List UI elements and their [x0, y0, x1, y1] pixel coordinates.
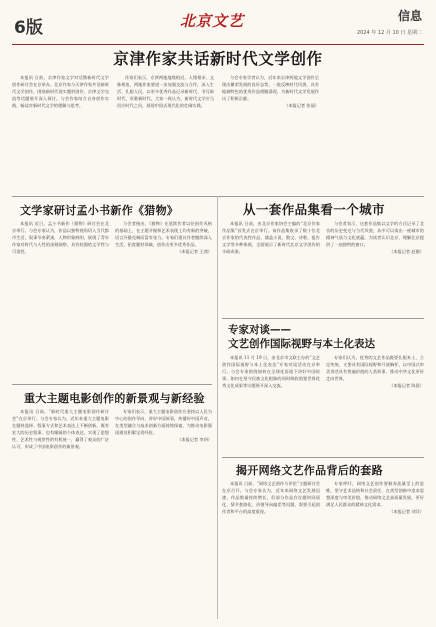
dateline: 2024 年 12 月 10 日 星期二 — [357, 30, 422, 36]
article-byline: （本报记者 刘洋） — [389, 509, 424, 514]
article-paragraph: 专家们表示，重大主题电影创作应坚持以人民为中心的创作导向，讲好中国故事，传播好中国声音，在类型融合与技术创新方面持续探索，为推动电影强国建设积累宝贵经验。 — [115, 409, 212, 435]
divider — [12, 196, 424, 197]
article-paragraph: 与会者指出，《猎物》在延续作者以往创作风格的基础上，在主题开掘和艺术表现上均有新的突破，语言冷静克制而富有张力。专家们建议作者继续深入生活，拓宽题材领域，创作出更多优秀作品。 — [115, 221, 212, 247]
article-paragraph: 专家呼吁，网络文艺创作要摒弃流量至上的思维，坚守艺术品格和社会责任，在类型创新中追求思想深度与审美价值，推动网络文艺高质量发展，更好满足人民群众的精神文化需求。 — [326, 481, 424, 507]
article-4-body — [222, 220, 424, 316]
article-byline: （本报记者 王茜） — [177, 249, 212, 254]
article-paragraph: 本报讯 日前，由北京作家协会主编的“北京作家作品集”首发式在京举行。该作品集收录了数十位北京作家的代表性作品，涵盖小说、散文、诗歌、报告文学等多种体裁，全面展示了新时代北京文学创作的丰硕成果。 — [222, 221, 320, 254]
lead-byline: （本报记者 张丽） — [284, 103, 319, 108]
main-headline: 京津作家共话新时代文学创作 — [113, 50, 323, 68]
divider — [222, 457, 424, 458]
article-paragraph: 专家们认为，优秀的文艺作品既要扎根本土、立足传统，又要具有国际视野和开放胸怀，以中国式审美讲述具有普遍价值的人类故事，推动中华文化更好走向世界。 — [326, 355, 424, 381]
article-paragraph: 本报讯 日前，“网络文艺创作与评论”主题研讨会在京召开。与会专家认为，近年来网络文艺发展迅速，作品数量持续增长，但部分作品存在题材同质化、情节套路化、价值导向偏差等问题，需要引起创作者和平台的高度重视。 — [222, 481, 320, 514]
article-6-body — [222, 480, 424, 618]
page-number: 6版 — [14, 18, 43, 38]
article-byline: （本报记者 李四） — [177, 437, 212, 442]
article-5-body — [222, 354, 424, 454]
article-subtitle: 文艺创作国际视野与本土化表达 — [228, 338, 375, 350]
article-byline: （本报记者 陈晨） — [389, 383, 424, 388]
article-title: 文学家研讨孟小书新作《猎物》 — [20, 204, 179, 217]
article-title: 揭开网络文艺作品背后的套路 — [236, 464, 383, 477]
divider — [12, 384, 212, 385]
article-byline: （本报记者 赵敏） — [389, 249, 424, 254]
column-divider — [217, 196, 218, 619]
column-name: 信息 — [397, 9, 422, 23]
lead-paragraph: 与会专家学者认为，近年来京津两地文学创作呈现出繁荣发展的良好态势，一批反映时代风貌、具有地域特色的优秀作品相继涌现，为新时代文学发展作出了积极贡献。 — [222, 75, 319, 101]
newspaper-logo: 北京文艺 — [180, 12, 245, 30]
lead-article — [12, 74, 424, 192]
masthead — [12, 4, 424, 45]
article-title: 重大主题电影创作的新景观与新经验 — [24, 392, 205, 405]
article-paragraph: 本报讯 11 月 19 日，由北京市文联主办的“文艺创作国际视野与本土化表达”专家对谈活动在京举行。与会专家围绕如何在全球化语境下讲好中国故事、如何在坚守民族文化根脉的同时吸收借鉴世界优秀文化成果等议题展开深入交流。 — [222, 355, 320, 388]
article-paragraph: 本报讯 近日，孟小书新作《猎物》研讨会在北京举行。与会专家认为，作品以独特视角切入当代都市生活，叙事节奏紧凑，人物形象鲜明，展现了青年作家对时代与人性的深刻洞察，具有较强的文学性与可读性。 — [12, 221, 109, 254]
article-title: 专家对谈—— — [228, 324, 291, 336]
article-2-body — [12, 220, 212, 380]
article-3-body — [12, 408, 212, 618]
lead-paragraph: 作家们表示，京津两地地缘相近、人缘相亲、文脉相连，两地作家要进一步加强交流与合作，深入生活、扎根人民，以更多优秀作品记录新时代、书写新时代、讴歌新时代。大家一致认为，新时代文学应当回应时代之问，展现中国式现代化的壮阔实践。 — [117, 75, 214, 108]
article-paragraph: 与会者表示，这套作品集以文学的方式记录了北京的历史变迁与当代风貌，从中可以读出一座城市的精神气质与文化底蕴，为读者认识北京、理解北京提供了一扇独特的窗口。 — [326, 221, 424, 247]
article-title: 从一套作品集看一个城市 — [243, 202, 385, 217]
article-paragraph: 本报讯 日前，“新时代重大主题电影创作研讨会”在京举行。与会专家认为，近年来重大主题电影在题材选择、叙事方式和艺术表达上不断创新，既有宏大的历史叙事，也有细腻的个体表达，实现了思想性、艺术性与观赏性的有机统一，赢得了观众的广泛认可，形成了中国电影创作的新景观。 — [12, 409, 109, 449]
lead-paragraph: 本报讯 日前，京津作家文学对话暨新时代文学创作研讨会在京举办。北京作家与天津作家共话新时代文学创作，围绕新时代现实题材创作、京津文学交流等话题展开深入探讨。与会作家结合自身创作实践，畅谈对新时代文学的理解与思考。 — [12, 75, 109, 108]
divider — [222, 318, 424, 319]
